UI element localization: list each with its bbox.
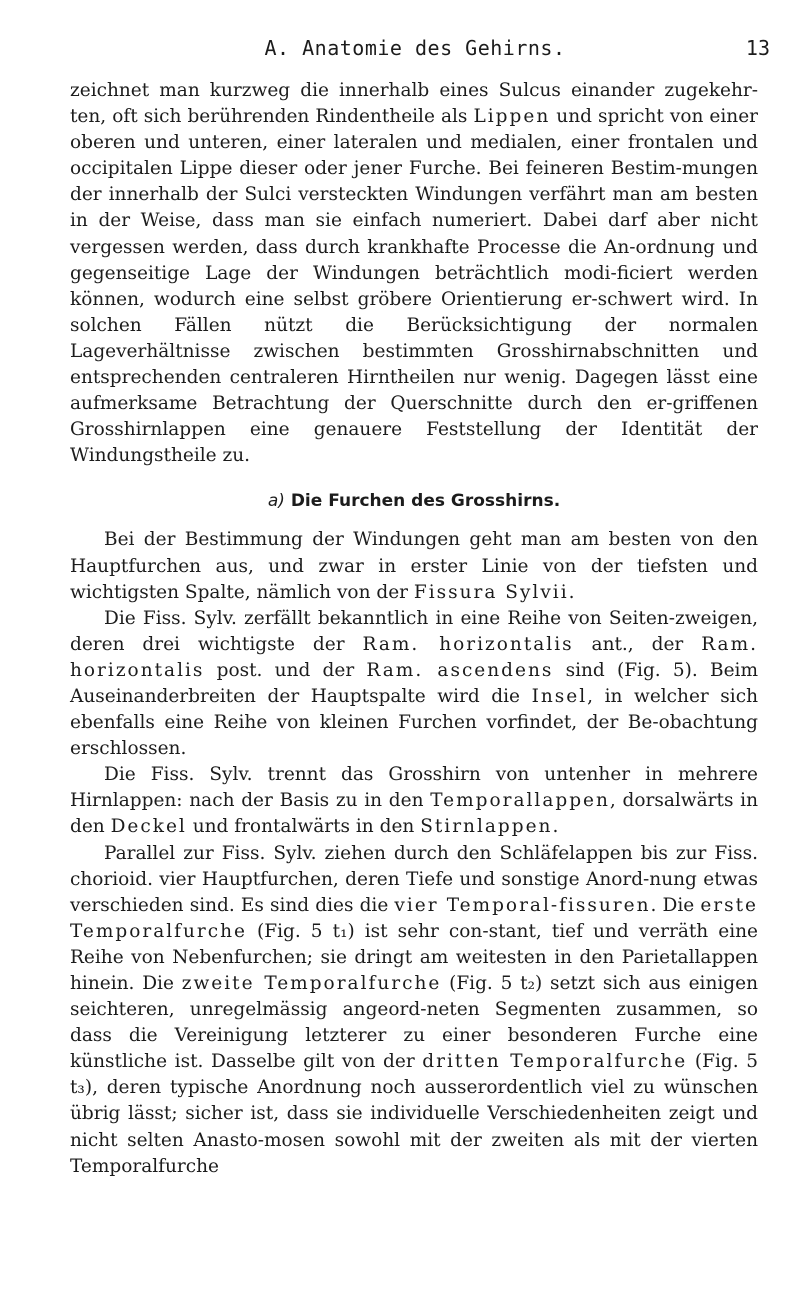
text-run: , dorsalwärts in den <box>70 790 758 838</box>
emphasized-term: Ram. horizontalis <box>70 633 758 681</box>
text-run: (Fig. 5 t₃), deren typische Anordnung noch ausserordentlich viel zu wünschen übrig lässt; sicher ist, dass sie individuelle Verschiedenheiten zeigt und nicht selten Anasto-mosen sowohl mit der zweiten als mit der vierten Temporalfurche <box>70 1051 758 1177</box>
emphasized-term: Deckel <box>110 816 187 838</box>
text-run: Parallel zur Fiss. Sylv. ziehen durch den Schläfelappen bis zur Fiss. chorioid. vier Hauptfurchen, deren Tiefe und sonstige Anord-nung etwas verschieden sind. Es sind dies die <box>70 842 758 916</box>
text-run: und frontalwärts in den <box>186 816 421 838</box>
emphasized-term: vier Temporal-fissuren <box>394 894 651 916</box>
text-run: , in welcher sich ebenfalls eine Reihe von kleinen Furchen vorfindet, der Be-obachtung erschlossen. <box>70 685 758 760</box>
emphasized-term: Stirnlappen <box>420 816 553 838</box>
emphasized-term: zweite Temporalfurche <box>181 973 442 994</box>
intro-paragraph-block <box>70 78 758 469</box>
text-run: zeichnet man kurzweg die innerhalb eines Sulcus einander zugekehr-ten, oft sich berührenden Rindentheile als <box>70 80 758 128</box>
paragraph <box>70 606 758 763</box>
text-run: Die Fiss. Sylv. trennt das Grosshirn von untenher in mehrere Hirnlappen: nach der Basis zu in den <box>70 764 758 812</box>
emphasized-term: Fissura Sylvii <box>413 581 569 603</box>
page-body <box>70 78 758 1180</box>
text-run: (Fig. 5 t₂) setzt sich aus einigen seichteren, unregelmässig angeord-neten Segmenten zusammen, so dass die Vereinigung letzterer zu einer besonderen Furche eine künstliche ist. Dasselbe gilt von der <box>70 973 758 1073</box>
paragraph <box>70 841 758 1180</box>
section-title: Die Furchen des Grosshirns. <box>290 491 561 512</box>
emphasized-term: erste Temporalfurche <box>70 894 758 942</box>
text-run: und spricht von einer oberen und unteren, einer lateralen und medialen, einer frontalen und occipitalen Lippe dieser oder jener Furche. Bei feineren Bestim-mungen der innerhalb der Sulci versteckten Windungen verfährt man am besten in der Weise, dass man sie einfach numeriert. Dabei darf aber nicht vergessen werden, dass durch krankhafte Processe die An-ordnung und gegenseitige Lage der Windungen beträchtlich modi-ficiert werden können, wodurch eine selbst gröbere Orientierung er-schwert wird. In solchen Fällen nützt die Berücksichtigung der normalen Lageverhältnisse zwischen bestimmten Grosshirnabschnitten und entsprechenden centraleren Hirntheilen nur wenig. Dagegen lässt eine aufmerksame Betrachtung der Querschnitte durch den er-griffenen Grosshirnlappen eine genauere Feststellung der Identität der Windungstheile zu. <box>70 106 759 467</box>
emphasized-term: Ram. horizontalis <box>362 633 574 655</box>
text-run: (Fig. 5 t₁) ist sehr con-stant, tief und verräth eine Reihe von Nebenfurchen; sie dringt am weitesten in den Parietallappen hinein. Die <box>70 920 758 994</box>
text-run: ant., der <box>573 633 702 655</box>
paragraph <box>70 762 758 840</box>
emphasized-term: Lippen <box>473 106 551 128</box>
emphasized-term: dritten Temporalfurche <box>422 1051 688 1073</box>
text-run: sind (Fig. 5). Beim Auseinanderbreiten der Hauptspalte wird die <box>70 659 758 707</box>
page-number: 13 <box>745 36 770 60</box>
page-header <box>60 36 770 66</box>
section-heading <box>70 491 758 511</box>
paragraph <box>70 78 758 469</box>
text-run: . Die <box>650 894 701 916</box>
emphasized-term: Temporallappen <box>430 790 610 812</box>
paragraph <box>70 527 758 605</box>
text-run: post. und der <box>204 659 367 681</box>
running-title: A. Anatomie des Gehirns. <box>264 36 566 60</box>
text-run: Bei der Bestimmung der Windungen geht man am besten von den Hauptfurchen aus, und zwar in erster Linie von der tiefsten und wichtigsten Spalte, nämlich von der <box>70 529 758 603</box>
section-label: a) <box>267 491 285 512</box>
text-run: Die Fiss. Sylv. zerfällt bekanntlich in eine Reihe von Seiten-zweigen, deren drei wichtigste der <box>70 607 758 655</box>
section-paragraph-block <box>70 527 758 1179</box>
emphasized-term: Insel <box>531 685 588 707</box>
emphasized-term: Ram. ascendens <box>366 659 554 681</box>
text-run: . <box>568 581 575 603</box>
text-run: . <box>552 816 559 838</box>
